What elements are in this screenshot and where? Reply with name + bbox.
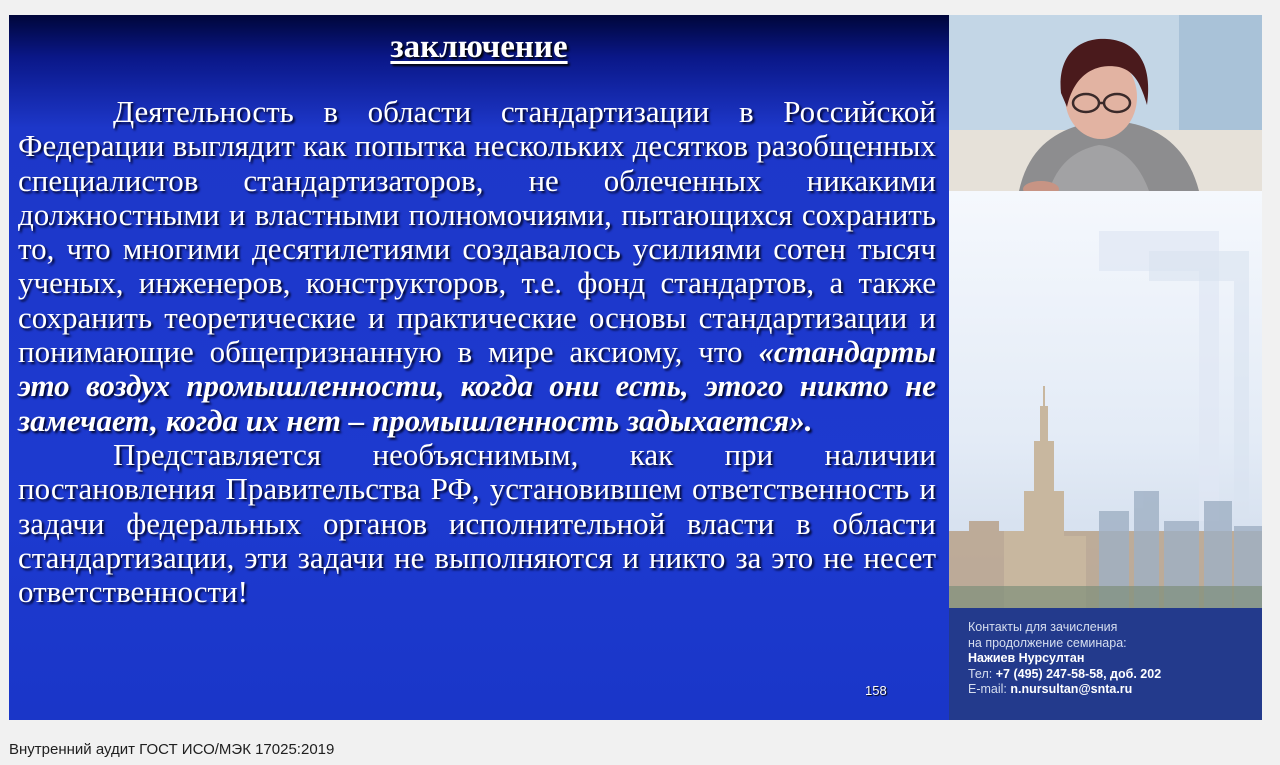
video-player[interactable] — [9, 15, 1262, 720]
slide-paragraph-1 — [18, 95, 936, 438]
contact-email-row — [968, 682, 1262, 698]
webcam-feed — [949, 15, 1262, 191]
city-skyline-illustration — [949, 191, 1262, 608]
phone-label: Тел: — [968, 666, 993, 681]
city-skyline-image — [949, 191, 1262, 608]
slide-paragraph-2: Представляется необъяснимым, как при наличии постановления Правительства РФ, установившем ответственность и задачи федеральных органов исполнительной власти в области стандартизации, эти задачи не выполняются и никто за это не несет ответственности! — [18, 436, 936, 610]
video-title[interactable]: Внутренний аудит ГОСТ ИСО/МЭК 17025:2019 — [9, 741, 335, 758]
contact-name: Нажиев Нурсултан — [968, 651, 1085, 665]
contacts-block — [949, 608, 1262, 720]
paragraph-1-text: Деятельность в области стандартизации в Российской Федерации выглядит как попытка нескольких десятков разобщенных специалистов стандартизаторов, не облеченных никакими должностными и властными полномочиями, пытающихся сохранить то, что многими десятилетиями создавалось усилиями сотен тысяч ученых, инженеров, конструкторов, т.е. фонд стандартов, а также сохранить теоретические и практические основы стандартизации и понимающие общепризнанную в мире аксиому, что — [18, 94, 936, 370]
email-label: E-mail: — [968, 682, 1007, 696]
paragraph-1-quote: «стандарты это воздух промышленности, когда они есть, этого никто не замечает, когда их нет – промышленность задыхается». — [18, 334, 936, 438]
slide-page-number: 158 — [865, 683, 887, 698]
contact-email: n.nursultan@snta.ru — [1010, 682, 1133, 696]
contacts-line-2: на продолжение семинара: — [968, 635, 1127, 650]
slide-body — [18, 95, 936, 609]
presentation-slide — [9, 15, 949, 720]
slide-title: заключение — [390, 29, 568, 65]
contacts-line-1: Контакты для зачисления — [968, 620, 1118, 634]
contact-phone-row — [968, 667, 1262, 683]
webcam-person-illustration — [949, 15, 1262, 191]
contact-phone: +7 (495) 247-58-58, доб. 202 — [995, 666, 1162, 681]
side-panel — [949, 15, 1262, 720]
